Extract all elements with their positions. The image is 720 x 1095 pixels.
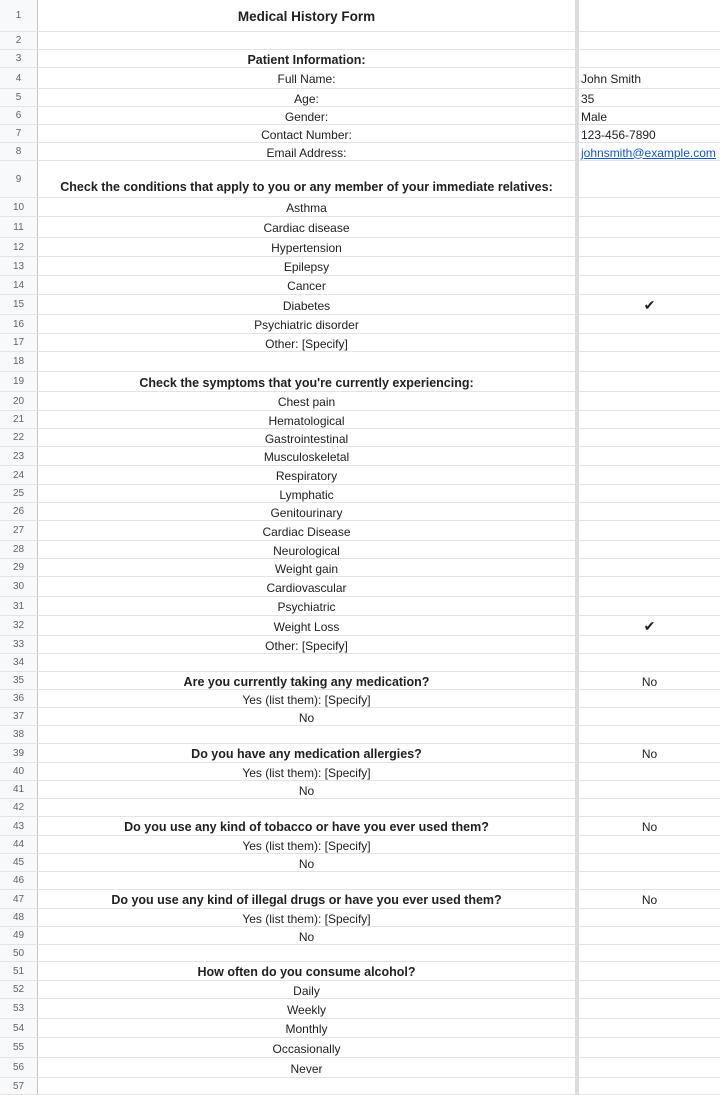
sheet-row (0, 708, 720, 726)
row-header[interactable]: 24 (0, 466, 38, 484)
cell-answer[interactable] (579, 541, 720, 558)
row-header[interactable]: 14 (0, 276, 38, 294)
row-header[interactable]: 48 (0, 909, 38, 926)
cell-answer[interactable] (579, 577, 720, 596)
row-header[interactable]: 38 (0, 726, 38, 743)
cell-answer[interactable]: johnsmith@example.com (581, 145, 716, 160)
sheet-row (0, 334, 720, 352)
row-header[interactable]: 49 (0, 927, 38, 944)
sheet-row (0, 1038, 720, 1058)
row-header[interactable]: 31 (0, 597, 38, 615)
cell-answer[interactable] (579, 927, 720, 944)
cell-question[interactable]: How often do you consume alcohol? (197, 965, 416, 979)
cell-answer[interactable] (579, 872, 720, 889)
row-header[interactable]: 33 (0, 636, 38, 653)
sheet-row (0, 541, 720, 559)
cell-answer[interactable] (579, 161, 720, 197)
cell-answer[interactable]: ✔ (643, 297, 656, 313)
sheet-row (0, 559, 720, 577)
cell-question[interactable]: Weekly (286, 1002, 327, 1017)
cell-answer[interactable] (579, 763, 720, 780)
cell-answer[interactable]: No (641, 747, 658, 761)
cell-answer[interactable] (579, 962, 720, 980)
cell-question[interactable]: Occasionally (272, 1041, 341, 1056)
cell-question[interactable]: Yes (list them): [Specify] (242, 765, 371, 780)
cell-question[interactable]: Yes (list them): [Specify] (242, 692, 371, 707)
row-header[interactable]: 52 (0, 981, 38, 998)
row-header[interactable]: 50 (0, 945, 38, 961)
cell-question[interactable]: Other: [Specify] (265, 336, 348, 351)
sheet-row (0, 781, 720, 799)
cell-question[interactable] (38, 654, 575, 671)
row-header[interactable]: 2 (0, 32, 38, 49)
cell-question[interactable]: Check the conditions that apply to you or any member of your immediate relatives: (60, 180, 553, 194)
cell-answer[interactable] (579, 372, 720, 391)
cell-question[interactable]: Hypertension (271, 241, 342, 255)
cell-answer[interactable] (579, 654, 720, 671)
row-header[interactable]: 32 (0, 616, 38, 635)
row-header[interactable]: 22 (0, 429, 38, 446)
row-header[interactable]: 21 (0, 411, 38, 428)
row-header[interactable]: 53 (0, 999, 38, 1018)
row-header[interactable]: 45 (0, 854, 38, 871)
sheet-row (0, 1058, 720, 1078)
row-header[interactable]: 4 (0, 68, 38, 88)
row-header[interactable]: 55 (0, 1038, 38, 1057)
cell-answer[interactable] (579, 0, 720, 31)
cell-answer[interactable] (579, 257, 720, 275)
row-header[interactable]: 1 (0, 0, 38, 31)
cell-answer[interactable] (579, 198, 720, 216)
cell-answer[interactable] (579, 352, 720, 371)
sheet-row (0, 799, 720, 817)
cell-answer[interactable] (579, 392, 720, 410)
row-header[interactable]: 13 (0, 257, 38, 275)
row-header[interactable]: 8 (0, 143, 38, 160)
sheet-row (0, 981, 720, 999)
row-header[interactable]: 40 (0, 763, 38, 780)
cell-answer[interactable] (579, 315, 720, 333)
sheet-row (0, 854, 720, 872)
row-header[interactable]: 10 (0, 198, 38, 216)
cell-question[interactable]: Neurological (273, 543, 340, 558)
cell-question[interactable]: Psychiatric disorder (254, 318, 359, 332)
sheet-row (0, 836, 720, 854)
row-header[interactable]: 27 (0, 521, 38, 540)
sheet-row (0, 161, 720, 198)
sheet-row (0, 447, 720, 466)
cell-answer[interactable] (579, 981, 720, 998)
sheet-row (0, 1078, 720, 1095)
row-header[interactable]: 46 (0, 872, 38, 889)
cell-answer[interactable]: No (641, 893, 658, 907)
row-header[interactable]: 54 (0, 1019, 38, 1037)
cell-answer[interactable] (579, 597, 720, 615)
cell-answer[interactable] (579, 50, 720, 67)
cell-question[interactable] (38, 352, 575, 371)
cell-question[interactable]: Cancer (287, 279, 326, 293)
cell-answer[interactable]: No (641, 820, 658, 834)
cell-answer[interactable] (579, 1019, 720, 1037)
cell-question[interactable]: Cardiac Disease (262, 524, 351, 539)
sheet-row (0, 817, 720, 836)
row-header[interactable]: 34 (0, 654, 38, 671)
sheet-row (0, 690, 720, 708)
row-header[interactable]: 57 (0, 1078, 38, 1094)
sheet-row (0, 726, 720, 744)
row-header[interactable]: 37 (0, 708, 38, 725)
cell-answer[interactable] (579, 521, 720, 540)
cell-question[interactable] (38, 872, 575, 889)
cell-answer[interactable] (579, 781, 720, 798)
sheet-row (0, 50, 720, 68)
sheet-row (0, 411, 720, 429)
cell-answer[interactable] (579, 945, 720, 961)
cell-question[interactable]: Gender: (284, 109, 329, 124)
row-header[interactable]: 9 (0, 161, 38, 197)
cell-answer[interactable] (579, 32, 720, 49)
cell-answer[interactable] (579, 411, 720, 428)
sheet-row (0, 763, 720, 781)
sheet-row (0, 68, 720, 89)
cell-question[interactable] (38, 1078, 575, 1094)
row-header[interactable]: 19 (0, 372, 38, 391)
cell-question[interactable]: Epilepsy (283, 260, 330, 274)
cell-question[interactable]: No (298, 856, 315, 871)
cell-answer[interactable]: 35 (581, 91, 595, 106)
cell-answer[interactable]: ✔ (643, 618, 656, 634)
cell-question[interactable]: Patient Information: (247, 52, 366, 67)
sheet-row (0, 616, 720, 636)
sheet-row (0, 744, 720, 763)
cell-question[interactable]: Daily (293, 983, 320, 998)
row-header[interactable]: 56 (0, 1058, 38, 1077)
row-header[interactable]: 18 (0, 352, 38, 371)
cell-answer[interactable] (579, 466, 720, 484)
cell-question[interactable]: Diabetes (282, 298, 331, 313)
cell-answer[interactable] (579, 999, 720, 1018)
sheet-row (0, 597, 720, 616)
sheet-row (0, 217, 720, 238)
cell-answer[interactable]: Male (581, 109, 608, 124)
row-header[interactable]: 25 (0, 485, 38, 502)
row-header[interactable]: 43 (0, 817, 38, 835)
cell-answer[interactable] (579, 503, 720, 520)
row-header[interactable]: 47 (0, 890, 38, 908)
cell-question[interactable]: Cardiovascular (266, 580, 347, 595)
cell-question[interactable] (38, 945, 575, 961)
row-header[interactable]: 16 (0, 315, 38, 333)
row-header[interactable]: 7 (0, 125, 38, 142)
cell-answer[interactable] (579, 836, 720, 853)
cell-answer[interactable] (579, 238, 720, 256)
cell-answer[interactable] (579, 708, 720, 725)
sheet-row (0, 257, 720, 276)
sheet-row (0, 636, 720, 654)
cell-answer[interactable] (579, 429, 720, 446)
sheet-row (0, 429, 720, 447)
row-header[interactable]: 42 (0, 799, 38, 816)
cell-question[interactable]: Check the symptoms that you're currently experiencing: (139, 375, 474, 390)
sheet-row (0, 143, 720, 161)
cell-question[interactable]: Asthma (286, 201, 327, 215)
cell-answer[interactable]: 123-456-7890 (581, 127, 656, 142)
cell-question[interactable]: Weight gain (274, 561, 339, 576)
cell-question[interactable]: Chest pain (277, 395, 336, 409)
sheet-row (0, 107, 720, 125)
row-header[interactable]: 5 (0, 89, 38, 106)
cell-question[interactable]: Email Address: (266, 145, 347, 160)
row-header[interactable]: 30 (0, 577, 38, 596)
cell-answer[interactable] (579, 636, 720, 653)
cell-question[interactable]: Age: (294, 91, 319, 106)
row-header[interactable]: 44 (0, 836, 38, 853)
row-header[interactable]: 20 (0, 392, 38, 410)
sheet-row (0, 315, 720, 334)
sheet-row (0, 466, 720, 485)
sheet-row (0, 32, 720, 50)
cell-answer[interactable] (579, 690, 720, 707)
cell-answer[interactable] (579, 1058, 720, 1077)
sheet-row (0, 962, 720, 981)
sheet-row (0, 890, 720, 909)
sheet-row (0, 0, 720, 32)
cell-question[interactable]: Never (290, 1061, 323, 1076)
sheet-row (0, 198, 720, 217)
cell-answer[interactable] (579, 217, 720, 237)
cell-question[interactable]: Contact Number: (261, 127, 352, 142)
sheet-row (0, 89, 720, 107)
cell-question[interactable]: Respiratory (275, 469, 338, 483)
cell-question[interactable]: Genitourinary (270, 505, 343, 520)
sheet-row (0, 654, 720, 672)
cell-answer[interactable]: No (641, 674, 658, 689)
cell-answer[interactable] (579, 726, 720, 743)
cell-answer[interactable]: John Smith (581, 72, 642, 86)
row-header[interactable]: 39 (0, 744, 38, 762)
row-header[interactable]: 28 (0, 541, 38, 558)
sheet-row (0, 295, 720, 315)
sheet-row (0, 125, 720, 143)
cell-question[interactable]: Monthly (285, 1022, 328, 1036)
row-header[interactable]: 26 (0, 503, 38, 520)
cell-question[interactable]: No (298, 783, 315, 798)
sheet-row (0, 577, 720, 597)
cell-question[interactable]: Weight Loss (273, 619, 340, 634)
row-header[interactable]: 15 (0, 295, 38, 314)
row-header[interactable]: 23 (0, 447, 38, 465)
sheet-row (0, 392, 720, 411)
sheet-row (0, 521, 720, 541)
row-header[interactable]: 3 (0, 50, 38, 67)
cell-question[interactable]: Other: [Specify] (265, 638, 348, 653)
sheet-row (0, 276, 720, 295)
sheet-row (0, 909, 720, 927)
cell-question[interactable]: Hematological (268, 413, 345, 428)
cell-question[interactable]: Musculoskeletal (263, 450, 350, 464)
sheet-row (0, 372, 720, 392)
sheet-row (0, 503, 720, 521)
cell-question[interactable]: Medical History Form (237, 9, 376, 24)
cell-answer[interactable] (579, 909, 720, 926)
cell-question[interactable]: Cardiac disease (263, 221, 350, 235)
sheet-row (0, 238, 720, 257)
cell-answer[interactable] (579, 854, 720, 871)
cell-question[interactable]: No (298, 710, 315, 725)
sheet-row (0, 927, 720, 945)
cell-answer[interactable] (579, 334, 720, 351)
row-header[interactable]: 35 (0, 672, 38, 689)
row-header[interactable]: 6 (0, 107, 38, 124)
sheet-row (0, 352, 720, 372)
cell-question[interactable]: Gastrointestinal (264, 431, 349, 446)
cell-question[interactable] (38, 32, 575, 49)
cell-answer[interactable] (579, 447, 720, 465)
cell-question[interactable]: Yes (list them): [Specify] (242, 911, 371, 926)
row-header[interactable]: 17 (0, 334, 38, 351)
sheet-row (0, 672, 720, 690)
cell-question[interactable]: Do you use any kind of tobacco or have you ever used them? (124, 820, 489, 834)
cell-answer[interactable] (579, 1078, 720, 1094)
cell-question[interactable]: Full Name: (277, 72, 336, 86)
row-header[interactable]: 11 (0, 217, 38, 237)
cell-question[interactable]: Do you have any medication allergies? (191, 747, 422, 761)
row-header[interactable]: 36 (0, 690, 38, 707)
row-header[interactable]: 51 (0, 962, 38, 980)
sheet-row (0, 872, 720, 890)
cell-answer[interactable] (579, 1038, 720, 1057)
cell-question[interactable]: Psychiatric (277, 600, 336, 614)
cell-question[interactable]: No (298, 929, 315, 944)
row-header[interactable]: 41 (0, 781, 38, 798)
cell-question[interactable]: Lymphatic (279, 487, 334, 502)
cell-question[interactable]: Are you currently taking any medication? (183, 674, 430, 689)
sheet-row (0, 945, 720, 962)
cell-answer[interactable] (579, 485, 720, 502)
cell-question[interactable]: Do you use any kind of illegal drugs or have you ever used them? (111, 893, 502, 907)
cell-answer[interactable] (579, 559, 720, 576)
cell-answer[interactable] (579, 276, 720, 294)
cell-question[interactable]: Yes (list them): [Specify] (242, 838, 371, 853)
cell-question[interactable] (38, 726, 575, 743)
row-header[interactable]: 29 (0, 559, 38, 576)
row-header[interactable]: 12 (0, 238, 38, 256)
cell-answer[interactable] (579, 799, 720, 816)
sheet-row (0, 1019, 720, 1038)
sheet-row (0, 999, 720, 1019)
frozen-column-divider[interactable] (575, 0, 579, 1095)
cell-question[interactable] (38, 799, 575, 816)
sheet-row (0, 485, 720, 503)
